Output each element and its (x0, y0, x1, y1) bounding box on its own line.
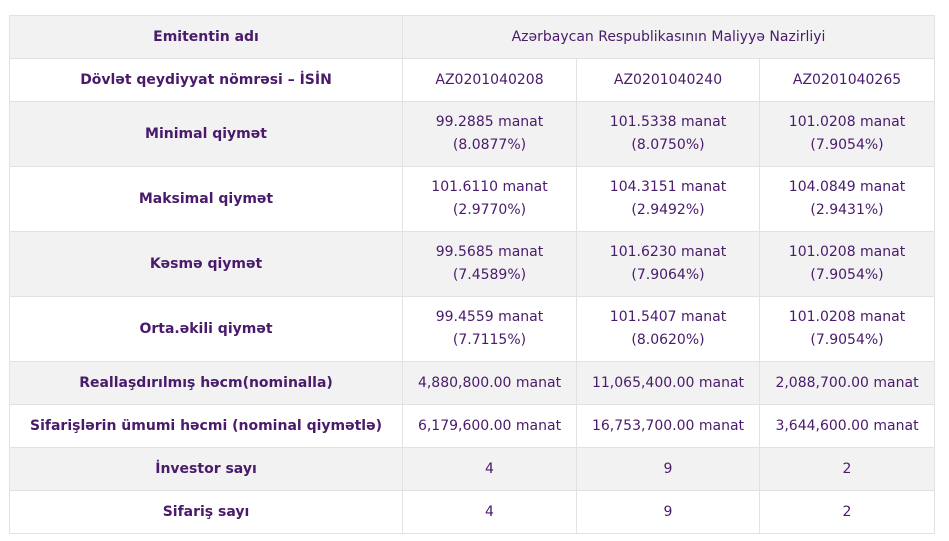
row-label-isin: Dövlət qeydiyyat nömrəsi – İSİN (10, 59, 403, 102)
price-cell (760, 102, 935, 167)
row-label-order-count: Sifariş sayı (10, 491, 403, 534)
price-cell (403, 232, 577, 297)
row-label-issuer: Emitentin adı (10, 16, 403, 59)
price-value: 99.4559 manat (435, 309, 544, 325)
price-cell (760, 297, 935, 362)
table-row (10, 405, 935, 448)
auction-results-table (9, 15, 935, 534)
table-row (10, 297, 935, 362)
table-row (10, 491, 935, 534)
price-value: 101.6230 manat (609, 244, 727, 260)
yield-value: (7.9054%) (810, 267, 884, 283)
yield-value: (7.7115%) (452, 332, 527, 348)
row-label-min-price: Minimal qiymət (10, 102, 403, 167)
row-label-total-orders-volume: Sifarişlərin ümumi həcmi (nominal qiymətlə) (10, 405, 403, 448)
row-label-cutoff-price: Kəsmə qiymət (10, 232, 403, 297)
yield-value: (7.9054%) (810, 332, 884, 348)
count-cell: 9 (577, 448, 760, 491)
yield-value: (7.9054%) (810, 137, 884, 153)
table-row (10, 16, 935, 59)
yield-value: (8.0620%) (631, 332, 705, 348)
yield-value: (8.0750%) (631, 137, 705, 153)
price-value: 101.5407 manat (609, 309, 727, 325)
yield-value: (7.4589%) (452, 267, 527, 283)
yield-value: (7.9064%) (631, 267, 705, 283)
price-cell (403, 297, 577, 362)
yield-value: (2.9492%) (631, 202, 705, 218)
row-label-weighted-avg-price: Orta.əkili qiymət (10, 297, 403, 362)
price-value: 101.5338 manat (609, 114, 727, 130)
volume-cell: 2,088,700.00 manat (760, 362, 935, 405)
isin-cell: AZ0201040208 (403, 59, 577, 102)
count-cell: 2 (760, 448, 935, 491)
price-value: 101.0208 manat (788, 114, 906, 130)
price-cell (577, 297, 760, 362)
price-value: 101.0208 manat (788, 309, 906, 325)
price-cell (403, 102, 577, 167)
price-cell (577, 232, 760, 297)
volume-cell: 4,880,800.00 manat (403, 362, 577, 405)
isin-cell: AZ0201040265 (760, 59, 935, 102)
count-cell: 4 (403, 448, 577, 491)
price-value: 104.3151 manat (609, 179, 727, 195)
price-value: 101.0208 manat (788, 244, 906, 260)
price-value: 99.2885 manat (435, 114, 544, 130)
price-value: 104.0849 manat (788, 179, 906, 195)
yield-value: (2.9770%) (452, 202, 527, 218)
price-cell (577, 102, 760, 167)
isin-cell: AZ0201040240 (577, 59, 760, 102)
yield-value: (2.9431%) (810, 202, 884, 218)
count-cell: 9 (577, 491, 760, 534)
row-label-max-price: Maksimal qiymət (10, 167, 403, 232)
issuer-name: Azərbaycan Respublikasının Maliyyə Nazirliyi (403, 16, 935, 59)
row-label-investor-count: İnvestor sayı (10, 448, 403, 491)
price-value: 101.6110 manat (431, 179, 548, 195)
yield-value: (8.0877%) (452, 137, 527, 153)
price-cell (403, 167, 577, 232)
table-row (10, 167, 935, 232)
volume-cell: 3,644,600.00 manat (760, 405, 935, 448)
price-cell (577, 167, 760, 232)
table-row (10, 448, 935, 491)
table-row (10, 232, 935, 297)
price-value: 99.5685 manat (435, 244, 544, 260)
table-row (10, 59, 935, 102)
volume-cell: 11,065,400.00 manat (577, 362, 760, 405)
row-label-realized-volume: Reallaşdırılmış həcm(nominalla) (10, 362, 403, 405)
count-cell: 4 (403, 491, 577, 534)
count-cell: 2 (760, 491, 935, 534)
price-cell (760, 232, 935, 297)
table-row (10, 102, 935, 167)
volume-cell: 6,179,600.00 manat (403, 405, 577, 448)
auction-results-table-container (9, 15, 934, 534)
table-row (10, 362, 935, 405)
price-cell (760, 167, 935, 232)
volume-cell: 16,753,700.00 manat (577, 405, 760, 448)
